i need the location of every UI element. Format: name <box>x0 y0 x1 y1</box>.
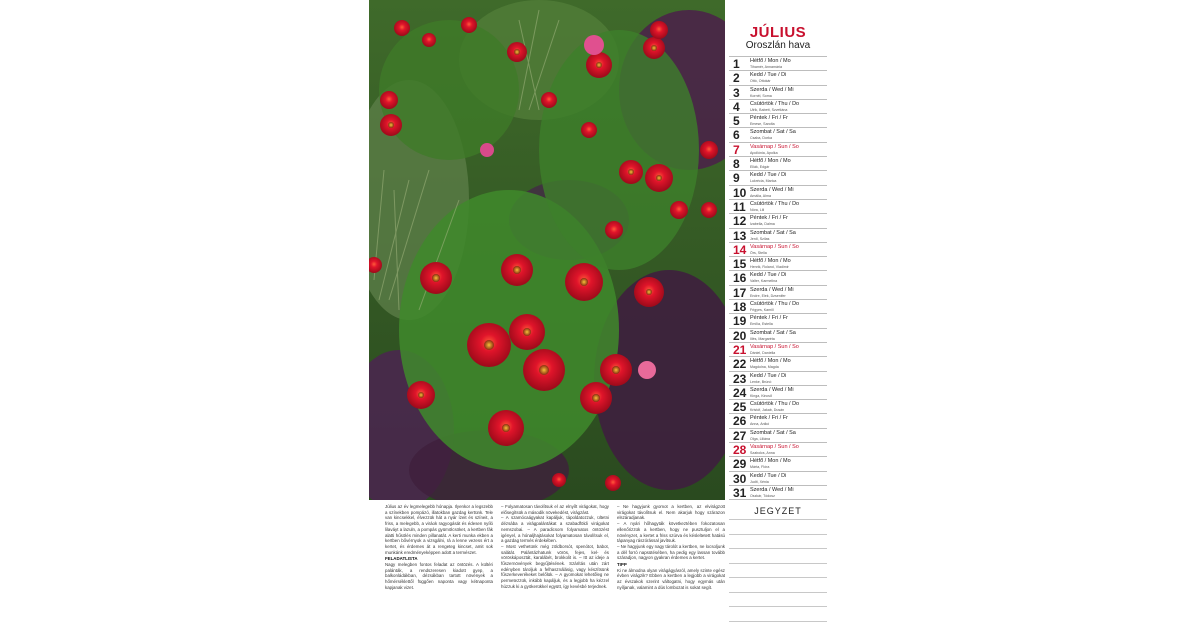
day-row <box>729 185 827 199</box>
day-row <box>729 113 827 127</box>
day-name: Csütörtök / Thu / Do <box>750 401 800 408</box>
name-day: Kristóf, Jakab, Dusán <box>750 408 785 413</box>
day-number: 12 <box>733 214 747 229</box>
month-subtitle: Oroszlán hava <box>745 40 811 51</box>
name-day: Ellák, Edgár <box>750 165 770 170</box>
day-number: 22 <box>733 357 747 372</box>
day-name: Vasárnap / Sun / So <box>750 444 799 451</box>
day-row <box>729 85 827 99</box>
name-day: Emília, Estella <box>750 322 773 327</box>
name-day: Emese, Sarolta <box>750 122 775 127</box>
day-number: 9 <box>733 171 740 186</box>
day-number: 5 <box>733 114 740 129</box>
day-row <box>729 285 827 299</box>
day-name: Kedd / Tue / Di <box>750 472 787 479</box>
name-day: Judit, Xénia <box>750 479 769 484</box>
day-name: Csütörtök / Thu / Do <box>750 301 800 308</box>
day-number: 10 <box>733 185 747 200</box>
name-day: Endre, Elek, Dzsenifer <box>750 293 786 298</box>
day-name: Vasárnap / Sun / So <box>750 343 799 350</box>
day-name: Péntek / Fri / Fr <box>750 415 788 422</box>
day-number: 19 <box>733 314 747 329</box>
day-number: 28 <box>733 443 747 458</box>
name-day: Ulrik, Babett, Szvetlána <box>750 107 788 112</box>
day-number: 8 <box>733 157 740 172</box>
day-name: Szerda / Wed / Mi <box>750 186 794 193</box>
note-line <box>729 592 827 593</box>
day-name: Vasárnap / Sun / So <box>750 243 799 250</box>
day-number: 1 <box>733 57 740 71</box>
day-number: 14 <box>733 242 747 257</box>
day-name: Hétfő / Mon / Mo <box>750 158 791 165</box>
day-number: 11 <box>733 199 746 214</box>
day-name: Szerda / Wed / Mi <box>750 286 794 293</box>
day-row <box>729 313 827 327</box>
article-paragraph: – Most vethetünk még zöldborsót, spenótot, babot, salátát. Palántázhatunk vörös, fejes, kel- és vöröskáposztát, karalábét, brokkolit is. – Itt az ideje a fűszernövények begyűjtésének. Szárítás után zárt edényben tároljuk a felhasználásig, vagy készítsünk fűszerkeverékeket belőlük. – A gyomokat lehetőleg ne permetezzük, inkább kapáljuk, és a legjobb ha kézzel húzzuk ki a gyökerükkel együtt, így kevésbé terjednek. <box>501 543 609 589</box>
day-row <box>729 471 827 485</box>
day-number: 2 <box>733 71 740 86</box>
day-name: Szerda / Wed / Mi <box>750 86 794 93</box>
day-number: 4 <box>733 99 740 114</box>
day-row <box>729 328 827 342</box>
name-day: Csaba, Dorka <box>750 136 772 141</box>
day-name: Szombat / Sat / Sa <box>750 429 796 436</box>
day-number: 26 <box>733 414 747 429</box>
day-name: Csütörtök / Thu / Do <box>750 200 800 207</box>
article-paragraph: – Folyamatosan távolítsuk el az elnyílt virágokat, hogy elősegítsük a második növekedést, virágzást. <box>501 504 609 515</box>
day-row <box>729 413 827 427</box>
day-number: 16 <box>733 271 747 286</box>
day-row <box>729 270 827 284</box>
name-day: Frigyes, Kamill <box>750 308 774 313</box>
day-row <box>729 156 827 170</box>
day-row <box>729 70 827 84</box>
name-day: Illés, Margaréta <box>750 336 775 341</box>
day-name: Csütörtök / Thu / Do <box>750 100 800 107</box>
name-day: Dániel, Daniella <box>750 350 776 355</box>
article-heading: TIPP <box>617 562 627 568</box>
name-day: Anna, Anikó <box>750 422 770 427</box>
day-name: Szombat / Sat / Sa <box>750 329 796 336</box>
article-column-2 <box>501 504 609 590</box>
day-number: 24 <box>733 385 747 400</box>
day-number: 25 <box>733 400 747 415</box>
day-row <box>729 299 827 313</box>
article-heading: FELADATLISTA <box>385 556 418 562</box>
day-row <box>729 99 827 113</box>
article-column-3 <box>617 504 725 591</box>
day-row <box>729 356 827 370</box>
day-name: Hétfő / Mon / Mo <box>750 258 791 265</box>
day-row <box>729 170 827 184</box>
note-line <box>729 563 827 564</box>
day-row <box>729 228 827 242</box>
name-day: Nóra, Lili <box>750 207 765 212</box>
name-day: Tihamér, Annamária <box>750 65 783 69</box>
day-number: 18 <box>733 300 747 315</box>
article-column-1 <box>385 504 493 591</box>
day-number: 29 <box>733 457 747 472</box>
name-day: Kornél, Soma <box>750 93 772 98</box>
day-row <box>729 56 827 70</box>
day-number: 20 <box>733 328 747 343</box>
name-day: Jenő, Szilas <box>750 236 770 241</box>
day-number: 6 <box>733 128 740 143</box>
day-row <box>729 485 827 499</box>
day-row <box>729 213 827 227</box>
name-day: Amália, Alma <box>750 193 771 198</box>
name-day: Lukrécia, Marica <box>750 179 777 184</box>
day-row <box>729 127 827 141</box>
note-line <box>729 534 827 535</box>
day-name: Szerda / Wed / Mi <box>750 486 794 493</box>
day-row <box>729 199 827 213</box>
note-line <box>729 621 827 622</box>
day-row <box>729 142 827 156</box>
day-number: 23 <box>733 371 747 386</box>
name-day: Oszkár, Tódosz <box>750 493 775 498</box>
day-row <box>729 242 827 256</box>
day-number: 21 <box>733 342 747 357</box>
article-paragraph: – Ne hagyjunk egy nagy tárolót a kertben, ne locsoljunk a dél forró napsütésében, ha pedig egy lassan tovább száradjon, nagyon gyakran érdemes a kertet. <box>617 543 725 561</box>
flower-photo <box>369 0 725 500</box>
month-title: JÚLIUS <box>749 24 807 41</box>
day-row <box>729 371 827 385</box>
name-day: Henrik, Roland, Vladimir <box>750 265 789 270</box>
day-name: Hétfő / Mon / Mo <box>750 458 791 465</box>
article-paragraph: – A nyári hőhagyták következtében fokozatosan ellenőrizzük a kertben, hogy ne pusztuljon el a növényzet, a kertet a friss szúrva és késleltetett hatású tápanyag rászórással javítsuk. <box>617 521 725 544</box>
day-name: Péntek / Fri / Fr <box>750 215 788 222</box>
day-row <box>729 399 827 413</box>
article-paragraph: Nagy melegben fontos feladat az öntözés. A kültéri palánták, a rendszeresen kiadott gyep, a balkonládákban, dézsákban tartott növények a hőmérséklettől függően naponta vagy kétnaponta kapjanak vizet. <box>385 562 493 590</box>
name-day: Izabella, Dalma <box>750 222 775 227</box>
day-name: Kedd / Tue / Di <box>750 172 787 179</box>
day-row <box>729 442 827 456</box>
note-line <box>729 548 827 549</box>
name-day: Szabolcs, Anna <box>750 451 775 456</box>
day-number: 17 <box>733 285 747 300</box>
day-row <box>729 256 827 270</box>
article <box>369 504 725 630</box>
note-line <box>729 577 827 578</box>
article-paragraph: – A szamócaágyakat kapáljuk, tápoldatozzuk, ültetni dézsába a virágpalántákat a szabadföldi virágokat nemszobai. – A paradicsom folyamatos öntözést igényel, a hónaljhajtásokat folyamatosan távolítsuk el, a gazdag termés érdekében. <box>501 515 609 544</box>
name-day: Lenke, Brúnó <box>750 379 772 384</box>
name-day: Valter, Karmelina <box>750 279 778 284</box>
day-name: Szombat / Sat / Sa <box>750 229 796 236</box>
day-name: Kedd / Tue / Di <box>750 72 787 79</box>
name-day: Magdolna, Magda <box>750 365 779 370</box>
day-number: 27 <box>733 428 747 443</box>
day-number: 31 <box>733 485 747 500</box>
day-name: Péntek / Fri / Fr <box>750 315 788 322</box>
calendar-column <box>729 0 827 630</box>
name-day: Örs, Stella <box>750 250 767 255</box>
day-number: 7 <box>733 142 740 157</box>
day-name: Kedd / Tue / Di <box>750 372 787 379</box>
name-day: Ottó, Ottokár <box>750 79 771 84</box>
name-day: Márta, Flóra <box>750 465 770 470</box>
day-name: Péntek / Fri / Fr <box>750 115 788 122</box>
day-name: Hétfő / Mon / Mo <box>750 58 791 64</box>
day-name: Szerda / Wed / Mi <box>750 386 794 393</box>
day-row <box>729 456 827 470</box>
day-name: Vasárnap / Sun / So <box>750 143 799 150</box>
day-row <box>729 428 827 442</box>
day-row <box>729 342 827 356</box>
article-paragraph: Július az év legmelegebb hónapja. Ilyenkor a legszebb a színekben pompázó, illatokban gazdag kertünk. Tele van kincsekkel, élvezzük hát a nyár ízeit és színeit, a friss, a melegebb, a viráok ragyogását és édesen nyíló lilaváyt a lazuln, a pompás gyümölcsöket, a kertben fák alatti hűsölés minden pillanatát. A kerti munka ekben a kertben bővérnyok a vizsgálni, rá a lenne vezess ért a kertet, és érdemes át a rengeteg kincset, amit sok munkánk eredményeképpen adott a természet. <box>385 504 493 555</box>
article-paragraph: – Ne hagyjunk gyomot a kertben, az elvirágzott virágokat távolítsuk el. Nem akarjuk hogy szárazon elszáradjanak. <box>617 504 725 521</box>
article-paragraph: Ki ne álmodna olyan virágágyásról, amely szinte egész évben virágzik? Ebben a kertben a legjobb a virágokat az évszakok szerint váltogatni, hogy egymás után nyíljanak, valamint a dús lombozat is sokat segít. <box>617 567 725 590</box>
day-name: Kedd / Tue / Di <box>750 272 787 279</box>
day-number: 15 <box>733 257 747 272</box>
notes-title: JEGYZET <box>754 506 802 516</box>
day-list <box>729 56 827 500</box>
note-line <box>729 606 827 607</box>
day-number: 13 <box>733 228 747 243</box>
day-name: Szombat / Sat / Sa <box>750 129 796 136</box>
name-day: Kinga, Kincső <box>750 393 772 398</box>
name-day: Olga, Liliána <box>750 436 770 441</box>
day-number: 3 <box>733 85 740 100</box>
day-row <box>729 385 827 399</box>
name-day: Apollónia, Apolka <box>750 150 778 155</box>
note-line <box>729 519 827 520</box>
day-name: Hétfő / Mon / Mo <box>750 358 791 365</box>
day-number: 30 <box>733 471 747 486</box>
